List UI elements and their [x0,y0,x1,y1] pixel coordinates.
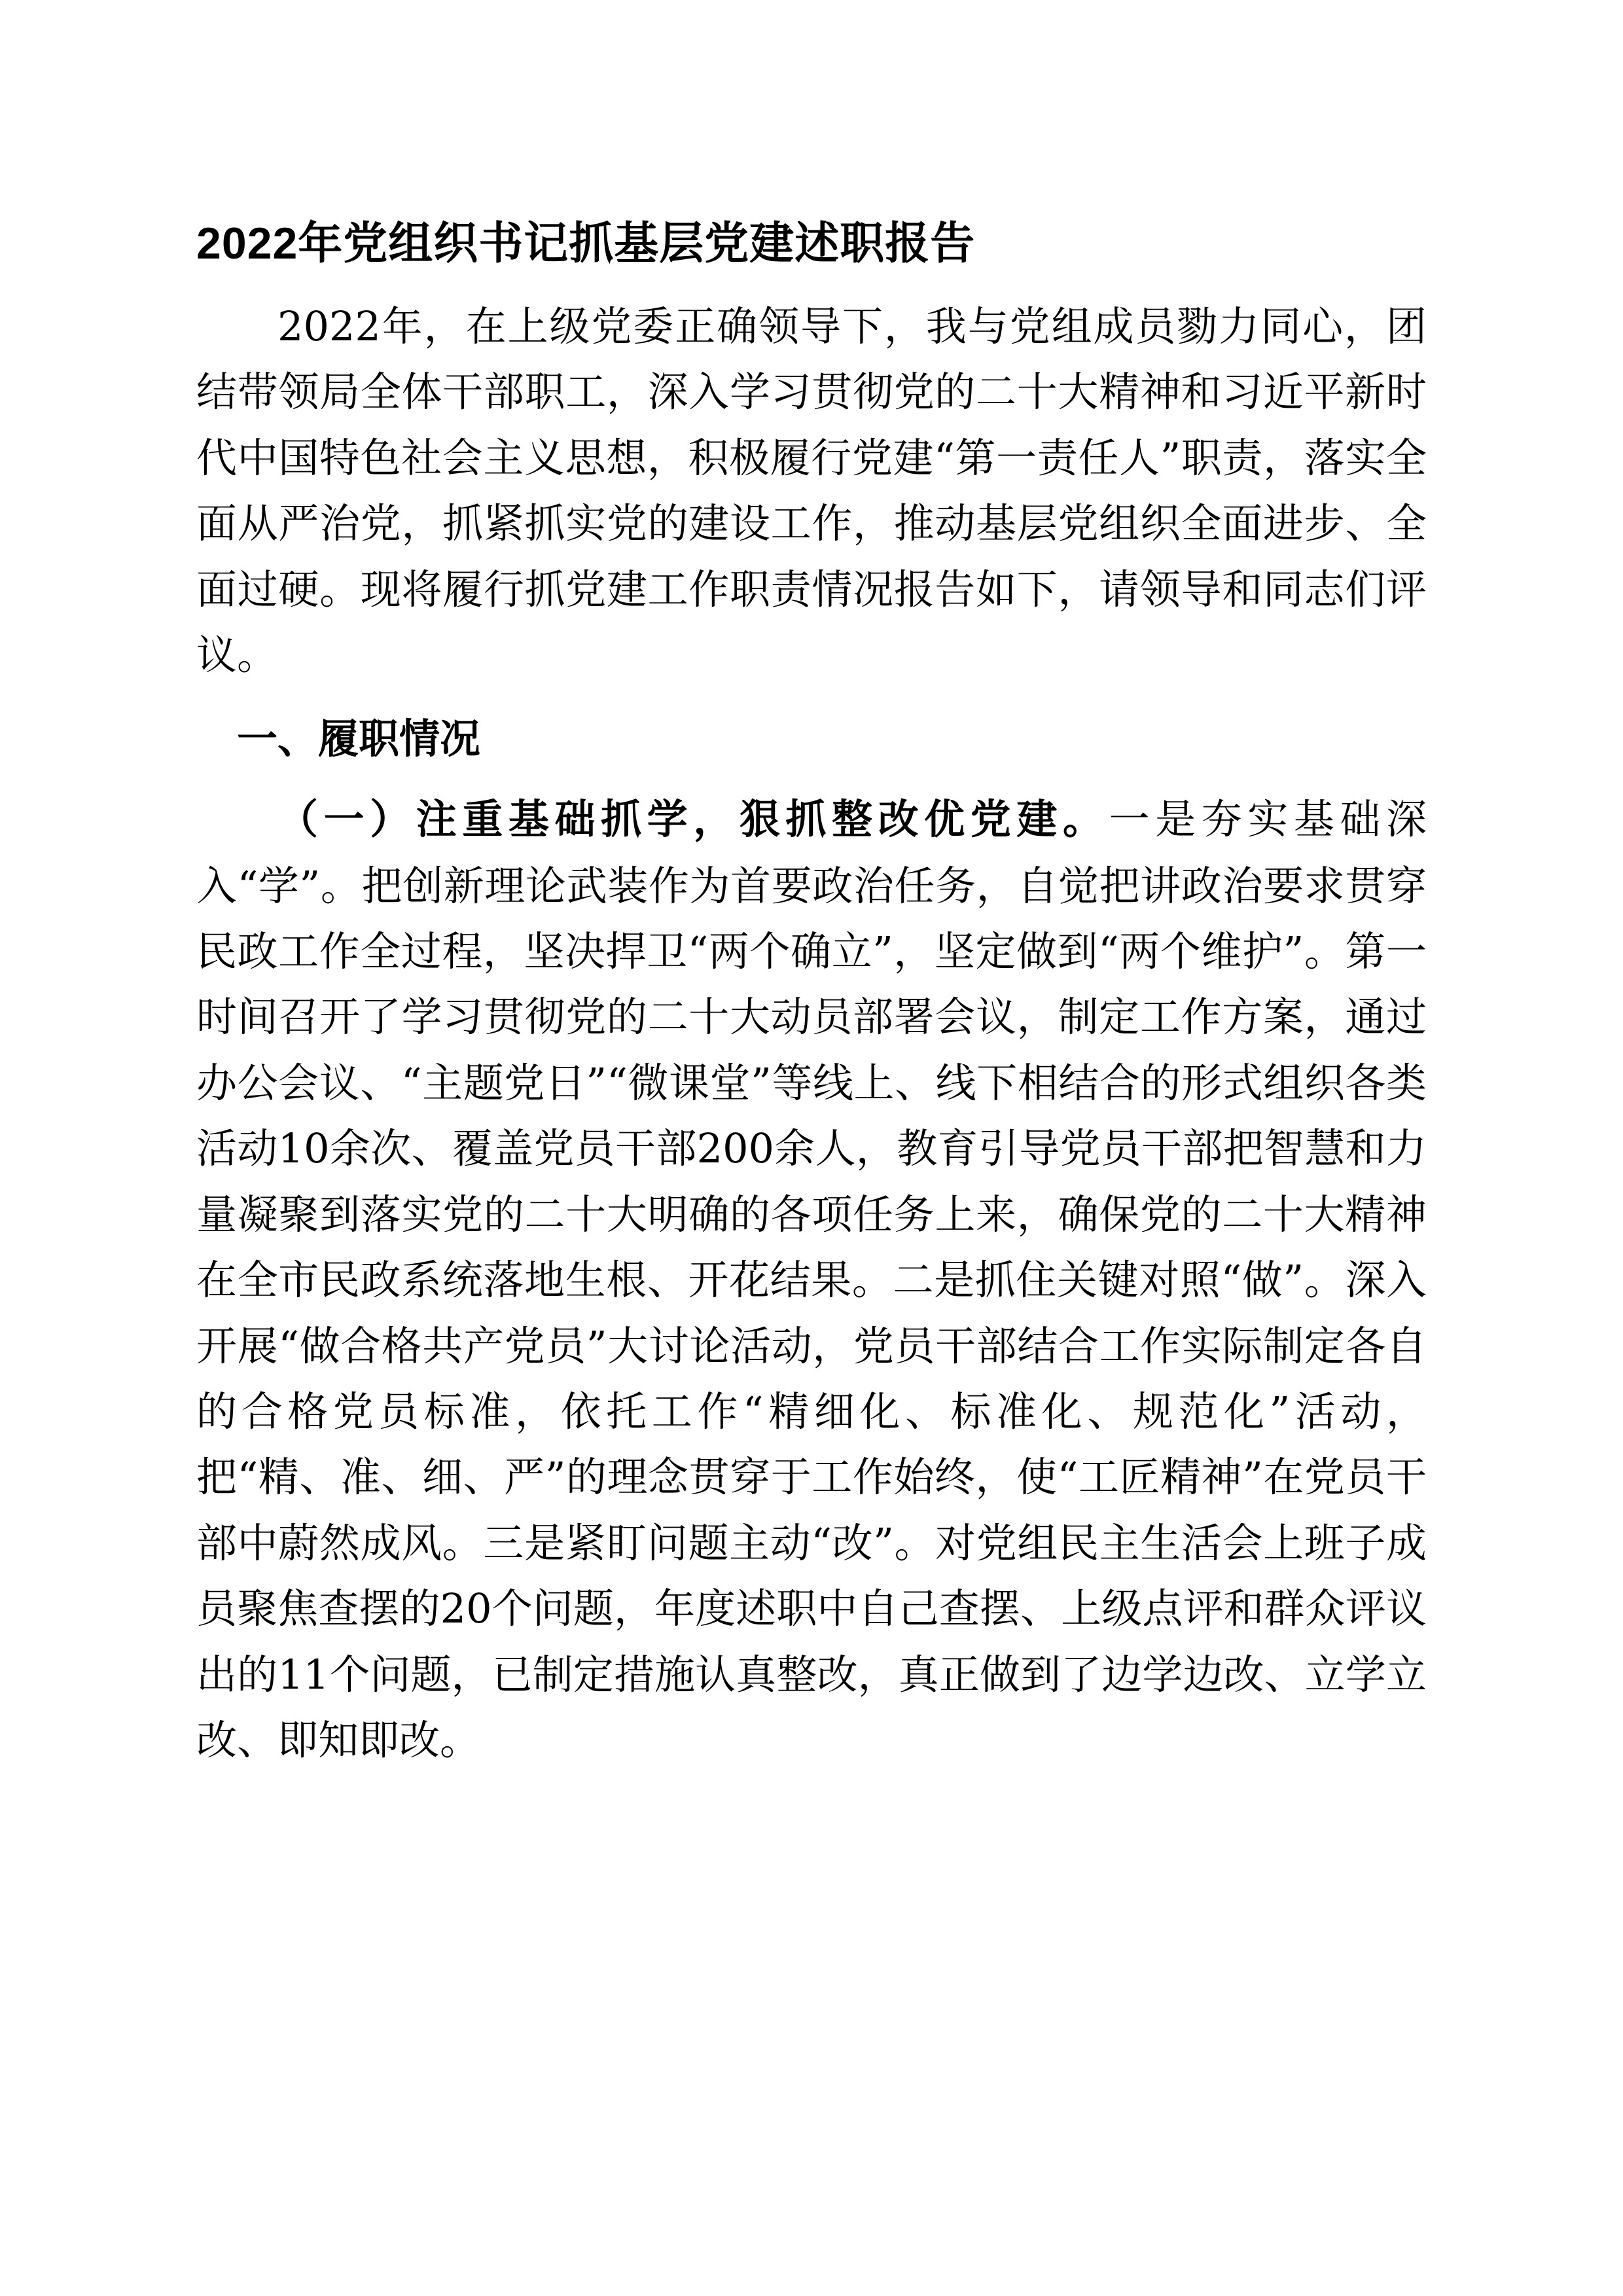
page-title: 2022年党组织书记抓基层党建述职报告 [196,219,976,268]
section-heading-duties: 一、履职情况 [237,716,481,762]
subsection-lead-label: （一）注重基础抓学，狠抓整改优党建。 [277,797,1109,843]
subsection-body-text: 一是夯实基础深入“学”。把创新理论武装作为首要政治任务，自觉把讲政治要求贯穿民政工作全过程，坚决捍卫“两个确立”，坚定做到“两个维护”。第一时间召开了学习贯彻党的二十大动员部署会议，制定工作方案，通过办公会议、“主题党日”“微课堂”等线上、线下相结合的形式组织各类活动10余次、覆盖党员干部200余人，教育引导党员干部把智慧和力量凝聚到落实党的二十大明确的各项任务上来，确保党的二十大精神在全市民政系统落地生根、开花结果。二是抓住关键对照“做”。深入开展“做合格共产党员”大讨论活动，党员干部结合工作实际制定各自的合格党员标准，依托工作“精细化、标准化、规范化”活动，把“精、准、细、严”的理念贯穿于工作始终，使“工匠精神”在党员干部中蔚然成风。三是紧盯问题主动“改”。对党组民主生活会上班子成员聚焦查摆的20个问题，年度述职中自己查摆、上级点评和群众评议出的11个问题，已制定措施认真整改，真正做到了边学边改、立学立改、即知即改。 [196,795,1427,1765]
paragraph-intro: 2022年，在上级党委正确领导下，我与党组成员勠力同心，团结带领局全体干部职工，深入学习贯彻党的二十大精神和习近平新时代中国特色社会主义思想，积极履行党建“第一责任人”职责，落实全面从严治党，抓紧抓实党的建设工作，推动基层党组织全面进步、全面过硬。现将履行抓党建工作职责情况报告如下，请领导和同志们评议。 [196,302,1427,679]
paragraph-subsection-one [196,787,1427,1774]
